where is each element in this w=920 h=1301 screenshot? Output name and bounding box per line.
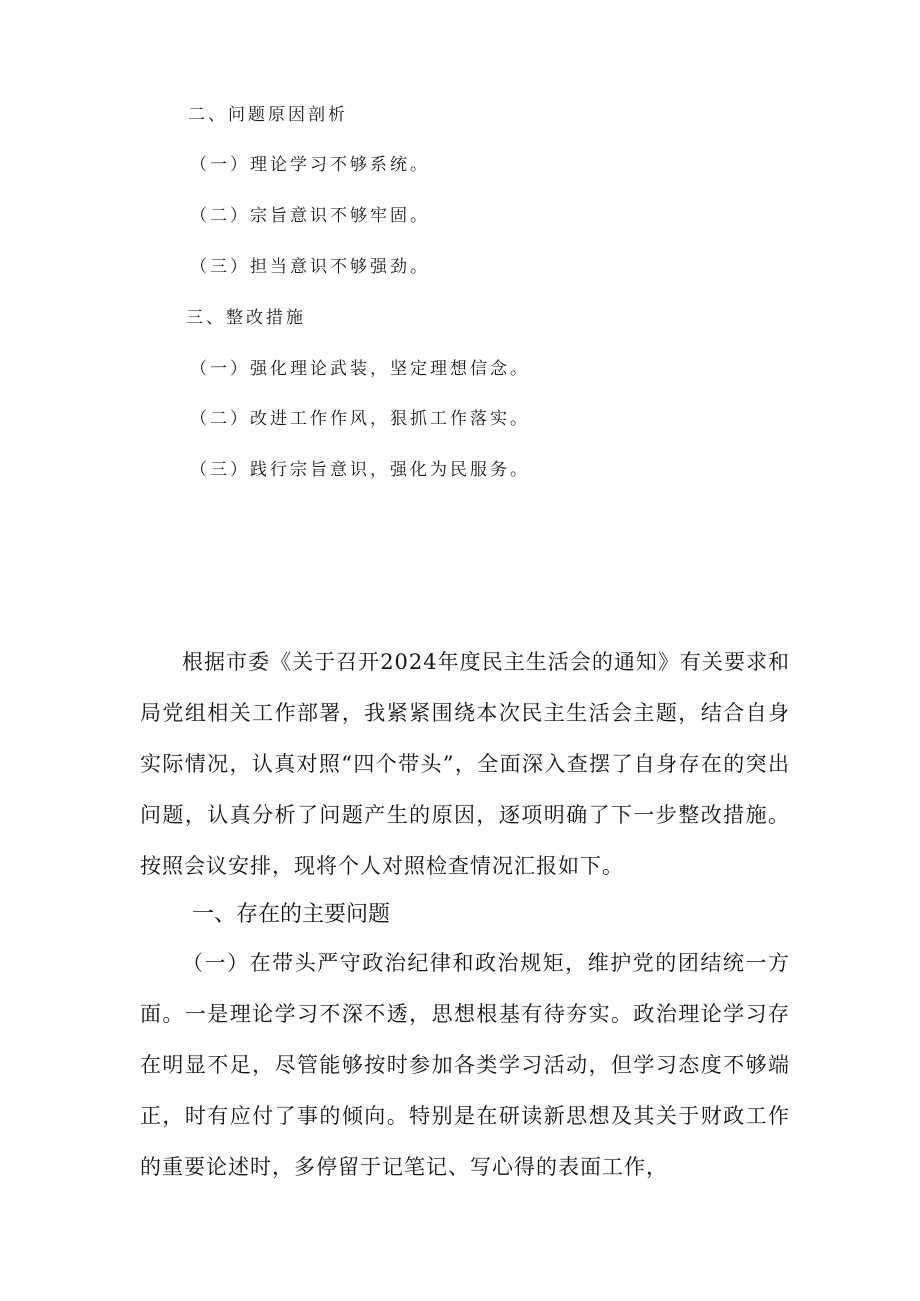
section2-title: 二、问题原因剖析 — [188, 105, 348, 125]
section3-title: 三、整改措施 — [186, 308, 306, 328]
section2-item-2: （二）宗旨意识不够牢固。 — [190, 206, 430, 226]
section3-item-1: （一）强化理论武装，坚定理想信念。 — [190, 359, 530, 379]
intro-paragraph: 根据市委《关于召开2024年度民主生活会的通知》有关要求和局党组相关工作部署，我紧紧围绕本次民主生活会主题，结合自身实际情况，认真对照“四个带头”，全面深入查摆了自身存在的突出问题，认真分析了问题产生的原因，逐项明确了下一步整改措施。按照会议安排，现将个人对照检查情况汇报如下。 — [140, 650, 790, 878]
section3-item-2: （二）改进工作作风，狠抓工作落实。 — [190, 409, 530, 429]
heading-main-problems: 一、存在的主要问题 — [192, 902, 391, 927]
section2-item-1: （一）理论学习不够系统。 — [190, 155, 430, 175]
section3-item-3: （三）践行宗旨意识，强化为民服务。 — [190, 460, 530, 480]
section2-item-3: （三）担当意识不够强劲。 — [190, 257, 430, 277]
body-text — [140, 637, 790, 1193]
problems-paragraph-1: （一）在带头严守政治纪律和政治规矩，维护党的团结统一方面。一是理论学习不深不透，思想根基有待夯实。政治理论学习存在明显不足，尽管能够按时参加各类学习活动，但学习态度不够端正，时有应付了事的倾向。特别是在研读新思想及其关于财政工作的重要论述时，多停留于记笔记、写心得的表面工作， — [140, 951, 790, 1179]
